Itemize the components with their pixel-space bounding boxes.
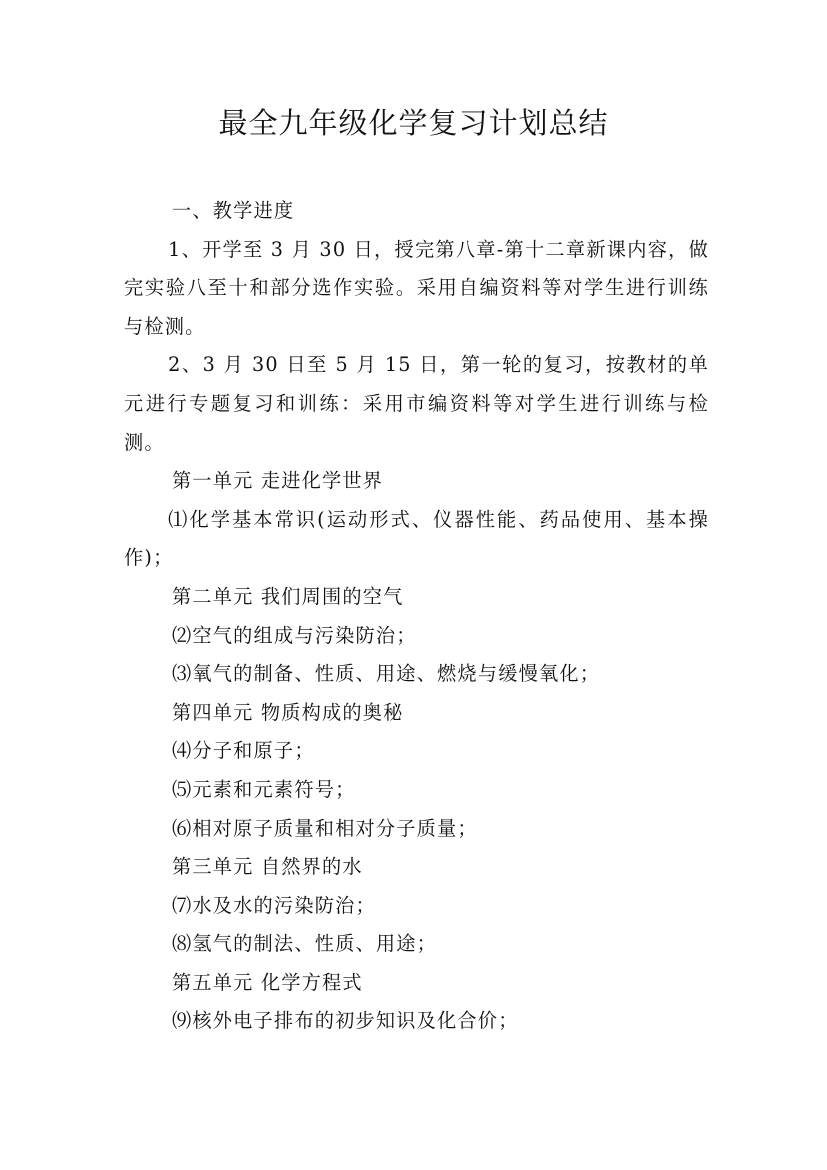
document-title: 最全九年级化学复习计划总结 (218, 106, 609, 140)
list-item-1: ⑴化学基本常识(运动形式、仪器性能、药品使用、基本操作)； (124, 507, 709, 570)
list-item-8: ⑻氢气的制法、性质、用途； (172, 932, 438, 956)
paragraph-2: 2、3 月 30 日至 5 月 15 日，第一轮的复习，按教材的单元进行专题复习和训练：采用市编资料等对学生进行训练与检测。 (124, 353, 709, 454)
unit-heading-4: 第四单元 物质构成的奥秘 (172, 700, 404, 724)
list-item-4: ⑷分子和原子； (172, 739, 315, 763)
section-heading: 一、教学进度 (172, 199, 295, 222)
list-item-3: ⑶氧气的制备、性质、用途、燃烧与缓慢氧化； (172, 662, 601, 686)
list-item-9: ⑼核外电子排布的初步知识及化合价； (172, 1009, 519, 1033)
unit-heading-5: 第五单元 化学方程式 (172, 970, 363, 994)
unit-heading-2: 第二单元 我们周围的空气 (172, 584, 404, 608)
unit-heading-3: 第三单元 自然界的水 (172, 855, 363, 879)
list-item-2: ⑵空气的组成与污染防治； (172, 623, 417, 647)
document-body (124, 192, 709, 1041)
list-item-5: ⑸元素和元素符号； (172, 777, 356, 801)
unit-heading-1: 第一单元 走进化学世界 (172, 469, 384, 493)
list-item-6: ⑹相对原子质量和相对分子质量； (172, 816, 478, 840)
list-item-7: ⑺水及水的污染防治； (172, 893, 376, 917)
paragraph-1: 1、开学至 3 月 30 日，授完第八章-第十二章新课内容，做完实验八至十和部分选作实验。采用自编资料等对学生进行训练与检测。 (124, 237, 709, 338)
